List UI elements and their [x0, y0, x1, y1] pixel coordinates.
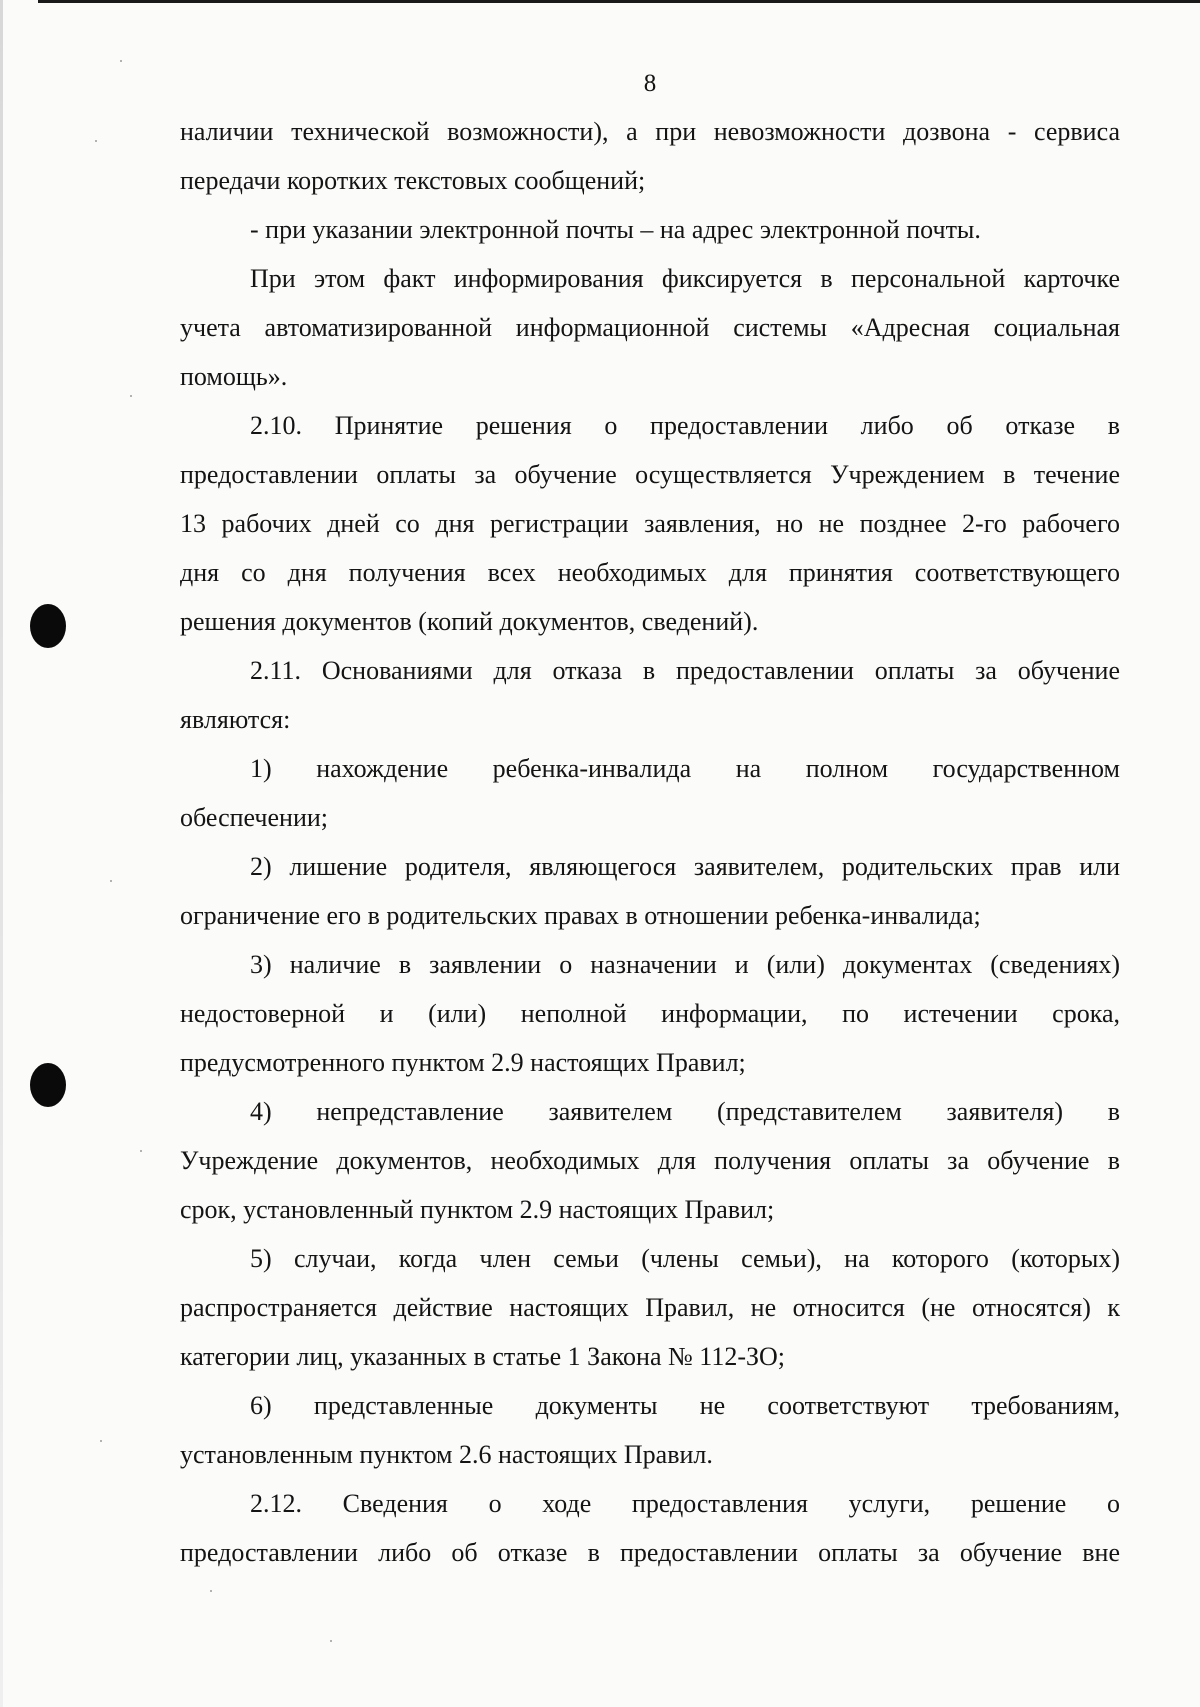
text-line: установленным пунктом 2.6 настоящих Правил. [180, 1440, 713, 1469]
page-number: 8 [643, 70, 657, 97]
scan-speck [95, 140, 97, 142]
text-line: - при указании электронной почты – на адрес электронной почты. [250, 215, 981, 244]
text-line: наличии технической возможности), а при невозможности дозвона - сервиса [180, 117, 1120, 146]
text-line: 2) лишение родителя, являющегося заявителем, родительских прав или [250, 852, 1120, 881]
text-line: решения документов (копий документов, сведений). [180, 607, 759, 636]
scan-speck [120, 60, 122, 62]
text-line: 2.12. Сведения о ходе предоставления услуги, решение о [250, 1489, 1120, 1518]
text-line: дня со дня получения всех необходимых для принятия соответствующего [180, 558, 1120, 587]
text-line: являются: [180, 705, 291, 734]
text-line: обеспечении; [180, 803, 329, 832]
scan-speck [210, 1590, 212, 1592]
text-line: недостоверной и (или) неполной информации, по истечении срока, [180, 999, 1120, 1028]
scan-speck [140, 1150, 142, 1152]
text-line: ограничение его в родительских правах в отношении ребенка-инвалида; [180, 901, 981, 930]
text-line: Учреждение документов, необходимых для получения оплаты за обучение в [180, 1146, 1120, 1175]
text-line: передачи коротких текстовых сообщений; [180, 166, 646, 195]
text-line: предоставлении оплаты за обучение осуществляется Учреждением в течение [180, 460, 1120, 489]
text-line: предусмотренного пунктом 2.9 настоящих Правил; [180, 1048, 746, 1077]
text-line: 6) представленные документы не соответствуют требованиям, [250, 1391, 1120, 1420]
text-line: 2.10. Принятие решения о предоставлении либо об отказе в [250, 411, 1120, 440]
text-line: 2.11. Основаниями для отказа в предоставлении оплаты за обучение [250, 656, 1120, 685]
punch-hole-mark [30, 1063, 66, 1107]
text-line: распространяется действие настоящих Правил, не относится (не относятся) к [180, 1293, 1120, 1322]
text-line: 1) нахождение ребенка-инвалида на полном государственном [250, 754, 1120, 783]
scan-speck [130, 395, 132, 397]
text-line: 13 рабочих дней со дня регистрации заявления, но не позднее 2-го рабочего [180, 509, 1120, 538]
text-line: помощь». [180, 362, 288, 391]
text-line: 4) непредставление заявителем (представителем заявителя) в [250, 1097, 1120, 1126]
text-line: учета автоматизированной информационной системы «Адресная социальная [180, 313, 1120, 342]
text-line: предоставлении либо об отказе в предоставлении оплаты за обучение вне [180, 1538, 1120, 1567]
text-line: категории лиц, указанных в статье 1 Закона № 112-ЗО; [180, 1342, 786, 1371]
scan-speck [110, 880, 112, 882]
scan-speck [330, 1640, 332, 1642]
left-edge-shadow [0, 0, 3, 1707]
punch-hole-mark [30, 604, 66, 648]
top-border-line [38, 0, 1200, 3]
text-line: 5) случаи, когда член семьи (члены семьи), на которого (которых) [250, 1244, 1120, 1273]
scan-speck [100, 1440, 102, 1442]
text-line: срок, установленный пунктом 2.9 настоящих Правил; [180, 1195, 775, 1224]
text-line: При этом факт информирования фиксируется в персональной карточке [250, 264, 1120, 293]
text-line: 3) наличие в заявлении о назначении и (или) документах (сведениях) [250, 950, 1120, 979]
